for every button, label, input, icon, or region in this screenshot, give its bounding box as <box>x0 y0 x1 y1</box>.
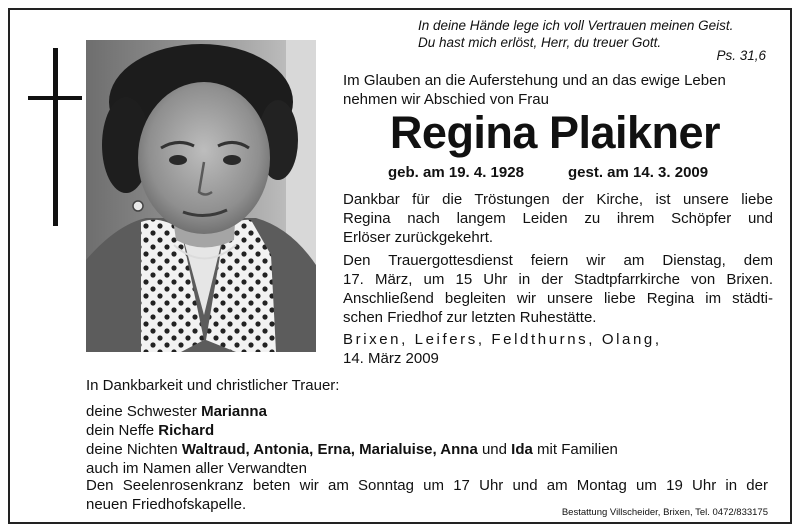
gratitude-line-2: Regina nach langem Leiden zu ihrem Schöpfer und <box>343 210 773 227</box>
cross-vertical-bar <box>53 48 58 226</box>
nieces-prefix: deine Nichten <box>86 441 178 458</box>
mourner-relatives: auch im Namen aller Verwandten <box>86 460 307 477</box>
mourner-nephew <box>86 421 766 440</box>
cross-horizontal-bar <box>28 96 82 100</box>
with-families: mit Familien <box>537 441 618 458</box>
nephew-prefix: dein Neffe <box>86 422 155 439</box>
bible-verse <box>418 17 734 51</box>
verse-reference: Ps. 31,6 <box>716 48 766 63</box>
undertaker-credit: Bestattung Villscheider, Brixen, Tel. 0472/833175 <box>561 507 768 518</box>
rosary-line-2: neuen Friedhofskapelle. <box>86 496 247 513</box>
nieces-and: und <box>481 441 507 458</box>
funeral-line-3: Anschließend begleiten wir unsere liebe Regina im städti- <box>343 290 773 307</box>
sister-prefix: deine Schwester <box>86 403 197 420</box>
place-names: Brixen, Leifers, Feldthurns, Olang, <box>343 331 662 348</box>
mourners-section <box>86 376 766 478</box>
last-niece-name: Ida <box>511 441 533 458</box>
death-date: gest. am 14. 3. 2009 <box>568 164 709 181</box>
funeral-line-2: 17. März, um 15 Uhr in der Stadtpfarrkirche von Brixen. <box>343 271 773 288</box>
mourner-sister <box>86 402 766 421</box>
gratitude-line-3: Erlöser zurückgekehrt. <box>343 229 494 246</box>
deceased-name: Regina Plaikner <box>389 107 721 158</box>
nieces-names: Waltraud, Antonia, Erna, Marialuise, Anna <box>181 441 478 458</box>
gratitude-paragraph <box>343 190 773 247</box>
funeral-line-1: Den Trauergottesdienst feiern wir am Dienstag, dem <box>343 252 773 269</box>
birth-date: geb. am 19. 4. 1928 <box>388 164 524 181</box>
intro-text <box>343 71 773 109</box>
verse-line-2: Du hast mich erlöst, Herr, du treuer Gott. <box>418 35 662 50</box>
intro-line-1: Im Glauben an die Auferstehung und an das ewige Leben <box>343 72 726 89</box>
mourners-intro: In Dankbarkeit und christlicher Trauer: <box>86 377 340 394</box>
nephew-name: Richard <box>158 422 215 439</box>
gratitude-line-1: Dankbar für die Tröstungen der Kirche, ist unsere liebe <box>343 191 773 208</box>
mourner-nieces <box>86 440 766 459</box>
intro-line-2: nehmen wir Abschied von Frau <box>343 91 549 108</box>
sister-name: Marianna <box>201 403 267 420</box>
verse-line-1: In deine Hände lege ich voll Vertrauen meinen Geist. <box>418 18 734 33</box>
funeral-line-4: schen Friedhof zur letzten Ruhestätte. <box>343 309 597 326</box>
place-and-date <box>343 330 683 368</box>
portrait-photo <box>86 40 316 352</box>
funeral-paragraph <box>343 251 773 327</box>
life-dates <box>388 164 728 181</box>
notice-date: 14. März 2009 <box>343 350 439 367</box>
rosary-line-1: Den Seelenrosenkranz beten wir am Sonntag um 17 Uhr und am Montag um 19 Uhr in der <box>86 477 768 494</box>
